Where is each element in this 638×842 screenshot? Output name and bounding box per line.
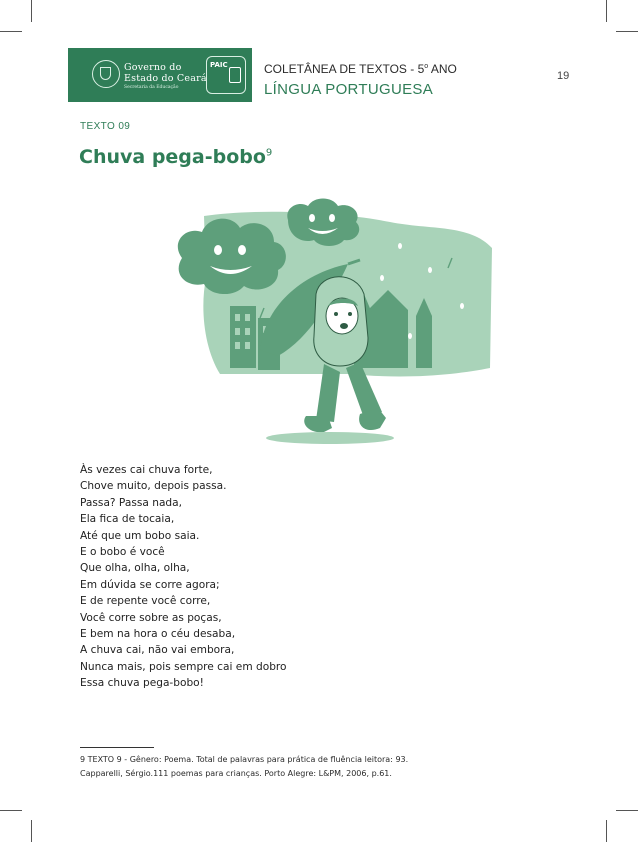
poem-line: E o bobo é você bbox=[80, 546, 165, 559]
book-icon bbox=[229, 67, 241, 83]
poem-text bbox=[80, 462, 287, 692]
crop-mark bbox=[0, 31, 22, 32]
poem-line: Em dúvida se corre agora; bbox=[80, 578, 220, 591]
program-logo-text: PAIC bbox=[210, 61, 228, 69]
crop-mark bbox=[606, 820, 607, 842]
crop-mark bbox=[31, 820, 32, 842]
page-title: Chuva pega-bobo$^9$ bbox=[79, 146, 273, 168]
crop-mark bbox=[31, 0, 32, 22]
footnote-line: 9 TEXTO 9 - Gênero: Poema. Total de palavras para prática de fluência leitora: 93. bbox=[80, 755, 409, 764]
seal-icon bbox=[92, 60, 120, 88]
footnote-mark: 9 bbox=[265, 147, 273, 159]
poem-line: Chove muito, depois passa. bbox=[80, 480, 227, 493]
poem-line: Ela fica de tocaia, bbox=[80, 513, 175, 526]
government-line3: Secretaria da Educação bbox=[124, 85, 179, 90]
poem-line: Nunca mais, pois sempre cai em dobro bbox=[80, 660, 287, 673]
program-logo bbox=[206, 56, 246, 94]
government-line2: Estado do Ceará bbox=[124, 73, 207, 84]
section-label: TEXTO 09 bbox=[80, 121, 131, 132]
poem-line: Você corre sobre as poças, bbox=[80, 611, 222, 624]
poem-line: E bem na hora o céu desaba, bbox=[80, 628, 236, 641]
collection-title: COLETÂNEA DE TEXTOS - 5$^o$ ANO bbox=[264, 62, 457, 76]
page-number: 19 bbox=[557, 70, 570, 82]
footnote bbox=[80, 753, 408, 781]
subject-title: LÍNGUA PORTUGUESA bbox=[264, 81, 434, 98]
poem-line: A chuva cai, não vai embora, bbox=[80, 644, 235, 657]
poem-line: Essa chuva pega-bobo! bbox=[80, 677, 204, 690]
poem-line: Às vezes cai chuva forte, bbox=[80, 464, 213, 476]
government-line1: Governo do bbox=[124, 62, 182, 73]
crop-mark bbox=[616, 810, 638, 811]
crop-mark bbox=[616, 31, 638, 32]
poem-line: Passa? Passa nada, bbox=[80, 496, 183, 509]
footnote-divider bbox=[80, 747, 154, 748]
poem-line: Que olha, olha, olha, bbox=[80, 562, 190, 575]
poem-line: Até que um bobo saia. bbox=[80, 529, 200, 542]
crop-mark bbox=[606, 0, 607, 22]
crop-mark bbox=[0, 810, 22, 811]
government-logo bbox=[92, 58, 212, 94]
footnote-line: Capparelli, Sérgio.111 poemas para crianças. Porto Alegre: L&PM, 2006, p.61. bbox=[80, 769, 392, 778]
rain-illustration bbox=[160, 198, 500, 448]
poem-line: E de repente você corre, bbox=[80, 595, 211, 608]
